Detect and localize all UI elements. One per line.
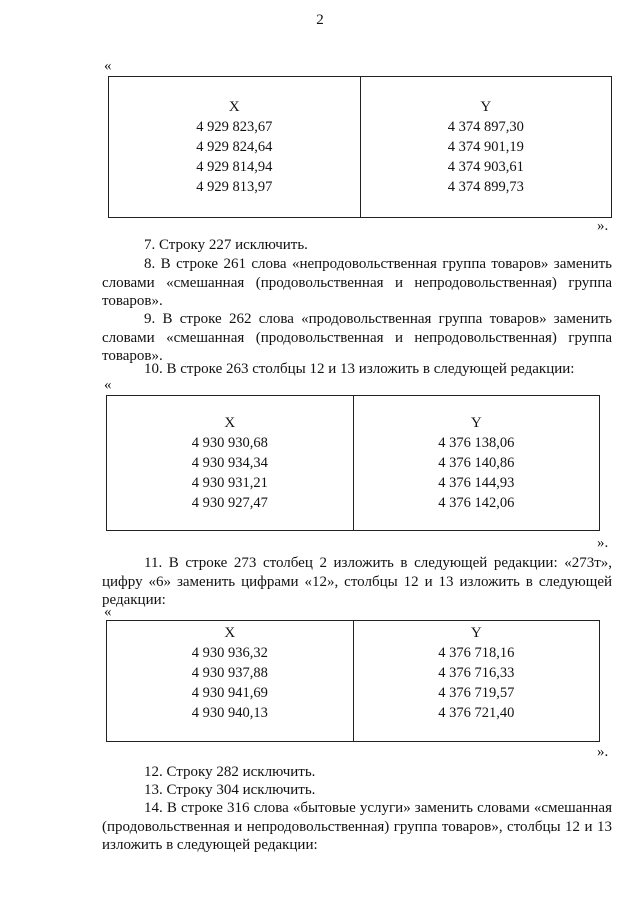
coordinates-table: [106, 395, 600, 531]
y-column: [353, 621, 600, 741]
x-value: 4 930 931,21: [191, 475, 268, 491]
y-value: 4 374 899,73: [447, 179, 524, 195]
x-value: 4 930 936,32: [191, 645, 268, 661]
paragraph-9: 9. В строке 262 слова «продовольственная группа товаров» заменить словами «смешанная (продовольственная и непродовольственная) группа товаров».: [102, 311, 612, 364]
close-quote: ».: [597, 218, 609, 234]
paragraph-13: 13. Строку 304 исключить.: [144, 782, 316, 798]
x-column: [107, 621, 353, 741]
x-header: X: [228, 99, 240, 115]
y-column: [353, 396, 600, 530]
y-value: 4 376 138,06: [438, 435, 515, 451]
paragraph-7: 7. Строку 227 исключить.: [144, 237, 308, 253]
x-value: 4 930 937,88: [191, 665, 268, 681]
y-value: 4 374 901,19: [447, 139, 524, 155]
coordinates-table: [106, 620, 600, 742]
x-value: 4 930 940,13: [191, 705, 268, 721]
paragraph-12: 12. Строку 282 исключить.: [144, 764, 316, 780]
paragraph-10: 10. В строке 263 столбцы 12 и 13 изложить в следующей редакции:: [144, 361, 575, 377]
x-value: 4 930 941,69: [191, 685, 268, 701]
open-quote: «: [104, 58, 112, 74]
open-quote: «: [104, 604, 112, 620]
close-quote: ».: [597, 744, 609, 760]
y-header: Y: [470, 415, 482, 431]
y-value: 4 374 897,30: [447, 119, 524, 135]
paragraph-14: 14. В строке 316 слова «бытовые услуги» заменить словами «смешанная (продовольственная и непродовольственная) группа товаров», столбцы 12 и 13 изложить в следующей редакции:: [102, 800, 612, 853]
y-value: 4 376 719,57: [438, 685, 515, 701]
close-quote: ».: [597, 535, 609, 551]
x-column: [107, 396, 353, 530]
paragraph-8: 8. В строке 261 слова «непродовольственная группа товаров» заменить словами «смешанная (продовольственная и непродовольственная) группа товаров».: [102, 256, 612, 309]
y-value: 4 376 716,33: [438, 665, 515, 681]
y-column: [360, 77, 612, 217]
x-value: 4 930 934,34: [191, 455, 268, 471]
x-value: 4 930 927,47: [191, 495, 268, 511]
y-value: 4 376 721,40: [438, 705, 515, 721]
paragraph-11: 11. В строке 273 столбец 2 изложить в следующей редакции: «273т», цифру «6» заменить цифрами «12», столбцы 12 и 13 изложить в следующей редакции:: [102, 555, 612, 608]
x-value: 4 930 930,68: [191, 435, 268, 451]
x-header: X: [224, 625, 236, 641]
y-header: Y: [470, 625, 482, 641]
y-value: 4 376 718,16: [438, 645, 515, 661]
y-value: 4 376 142,06: [438, 495, 515, 511]
x-value: 4 929 813,97: [196, 179, 273, 195]
y-value: 4 376 144,93: [438, 475, 515, 491]
page-number: 2: [316, 12, 324, 28]
x-column: [109, 77, 360, 217]
open-quote: «: [104, 377, 112, 393]
x-value: 4 929 824,64: [196, 139, 273, 155]
x-value: 4 929 823,67: [196, 119, 273, 135]
y-header: Y: [480, 99, 492, 115]
y-value: 4 374 903,61: [447, 159, 524, 175]
x-header: X: [224, 415, 236, 431]
coordinates-table: [108, 76, 612, 218]
x-value: 4 929 814,94: [196, 159, 273, 175]
y-value: 4 376 140,86: [438, 455, 515, 471]
